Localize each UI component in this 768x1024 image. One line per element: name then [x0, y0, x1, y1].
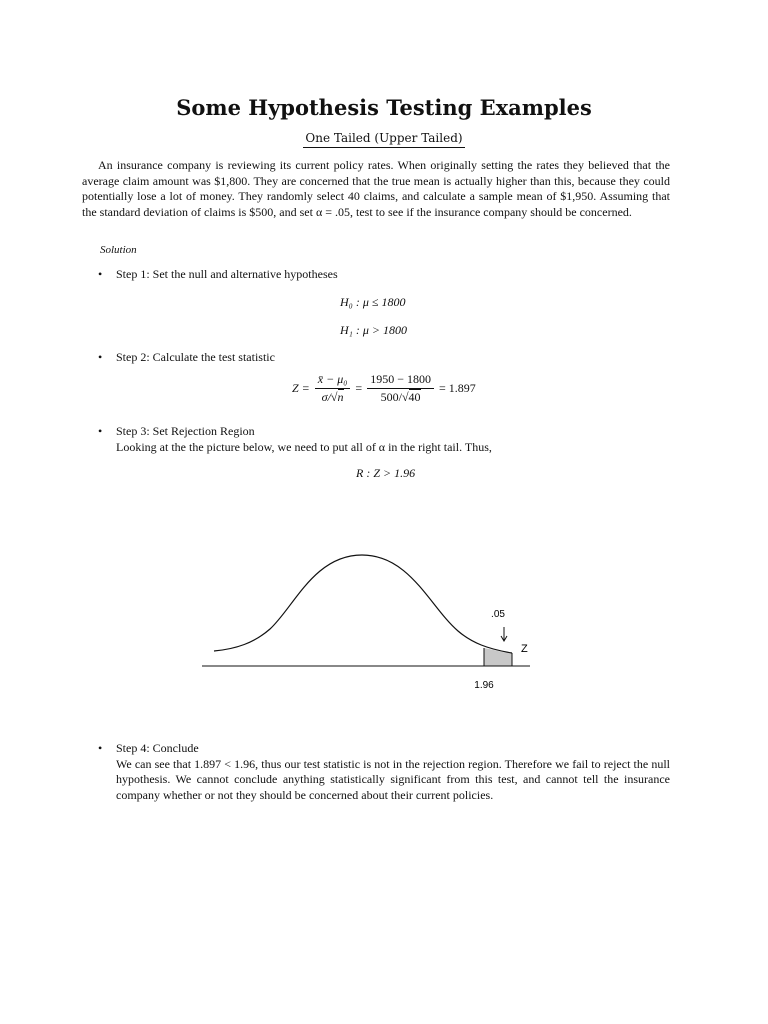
problem-paragraph: [82, 158, 670, 220]
critical-value-label: 1.96: [474, 680, 494, 691]
normal-curve-figure: [196, 545, 536, 695]
page-title: Some Hypothesis Testing Examples: [176, 95, 592, 120]
bullet-icon: •: [98, 741, 103, 755]
numeric-fraction: [367, 372, 434, 405]
denominator-n: n: [337, 390, 344, 404]
bullet-icon: •: [98, 267, 103, 281]
alternative-hypothesis: H₁ : μ > 1800: [340, 323, 407, 337]
formula-numerator: x̄ − μ₀: [315, 372, 351, 389]
denominator-40: 40: [408, 390, 421, 404]
step-3: [100, 424, 670, 455]
formula-fraction: [315, 372, 351, 405]
step-3-text: Looking at the the picture below, we need to put all of α in the right tail. Thus,: [116, 439, 492, 454]
subtitle-text: One Tailed (Upper Tailed): [303, 131, 464, 148]
solution-label: Solution: [100, 244, 137, 256]
test-statistic-equation: [292, 372, 476, 405]
step-3-label: Step 3: Set Rejection Region: [116, 424, 255, 438]
null-hypothesis: H₀ : μ ≤ 1800: [340, 295, 406, 309]
denominator-500: 500/: [380, 390, 402, 404]
formula-denominator: σ/√n: [321, 390, 344, 404]
step-2-label: Step 2: Calculate the test statistic: [116, 350, 275, 364]
equals-sign: =: [355, 381, 363, 395]
bullet-icon: •: [98, 350, 103, 364]
bullet-icon: •: [98, 424, 103, 438]
z-lhs: Z =: [292, 381, 310, 395]
problem-text: An insurance company is reviewing its current policy rates. When originally setting the rates they believed that the average claim amount was $1,800. They are concerned that the true mean is actually higher than this, because they could potentially lose a lot of money. They randomly select 40 claims, and calculate a sample mean of $1,950. Assuming that the standard deviation of claims is $500, and set α = .05, test to see if the insurance company should be concerned.: [82, 158, 670, 219]
step-1: [100, 267, 338, 283]
step-2: [100, 350, 275, 366]
section-subtitle: [0, 130, 768, 146]
z-axis-label: Z: [521, 643, 528, 655]
numeric-denominator: 500/√40: [380, 390, 421, 404]
alpha-label: .05: [491, 609, 505, 620]
normal-curve: [214, 555, 512, 653]
rejection-region: R : Z > 1.96: [356, 466, 416, 480]
step-4-text: We can see that 1.897 < 1.96, thus our test statistic is not in the rejection region. Therefore we fail to reject the null hypothesis. We cannot conclude anything statistically significant from this test, and cannot tell the insurance company whether or not they should be concerned about their current policies.: [116, 756, 670, 802]
numeric-numerator: 1950 − 1800: [367, 372, 434, 389]
z-result: = 1.897: [438, 381, 476, 395]
denominator-sigma: σ/: [321, 390, 331, 404]
step-1-label: Step 1: Set the null and alternative hypotheses: [116, 267, 338, 281]
step-4: [100, 741, 670, 803]
step-4-label: Step 4: Conclude: [116, 741, 199, 755]
